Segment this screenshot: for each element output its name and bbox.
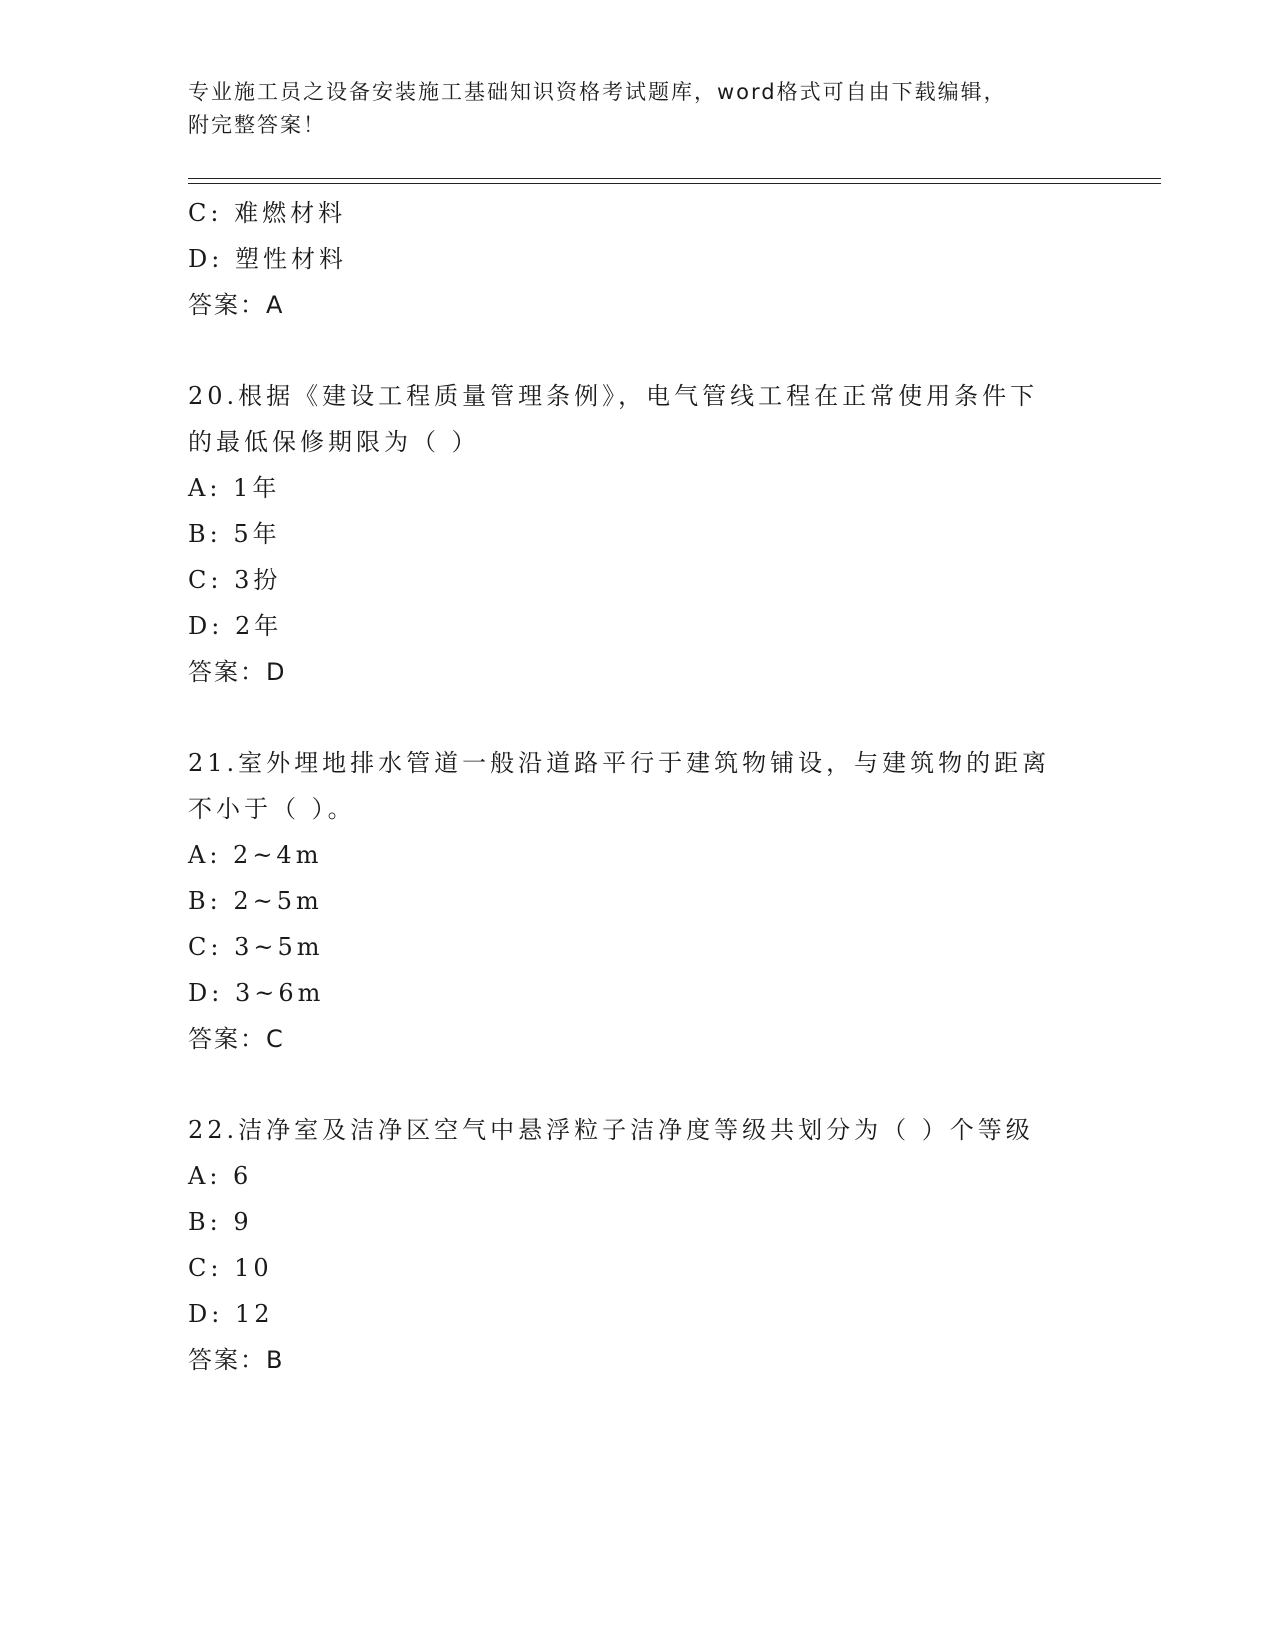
option-d: D: 2年: [188, 612, 283, 640]
spacer: [188, 695, 1088, 740]
spacer: [188, 1062, 1088, 1107]
question-21: [188, 740, 1088, 1062]
option-a: A: 6: [188, 1162, 253, 1190]
question-stem-line: 20.根据《建设工程质量管理条例》，电气管线工程在正常使用条件下: [188, 382, 1039, 410]
header-divider-bottom: [188, 183, 1161, 184]
option-b: B: 5年: [188, 520, 281, 548]
question-stem-line: 22.洁净室及洁净区空气中悬浮粒子洁净度等级共划分为（ ）个等级: [188, 1116, 1034, 1144]
option-d: D: 3~6m: [188, 979, 325, 1007]
question-stem-line: 的最低保修期限为（ ）: [188, 428, 480, 456]
header-line-2: 附完整答案！: [188, 113, 326, 137]
option-b: B: 9: [188, 1208, 253, 1236]
header-divider-top: [188, 178, 1161, 179]
option-d: D: 12: [188, 1300, 274, 1328]
question-19-tail: [188, 190, 1088, 328]
option-c: C: 3~5m: [188, 933, 324, 961]
option-d: D: 塑性材料: [188, 245, 347, 273]
question-stem-line: 21.室外埋地排水管道一般沿道路平行于建筑物铺设，与建筑物的距离: [188, 749, 1051, 777]
option-c: C: 难燃材料: [188, 199, 347, 227]
spacer: [188, 328, 1088, 373]
header-line-1: 专业施工员之设备安装施工基础知识资格考试题库，word格式可自由下载编辑，: [188, 80, 1007, 104]
option-a: A: 1年: [188, 474, 281, 502]
question-list: [188, 190, 1088, 1383]
question-20: [188, 373, 1088, 695]
option-a: A: 2~4m: [188, 841, 323, 869]
option-b: B: 2~5m: [188, 887, 323, 915]
question-22: [188, 1107, 1088, 1383]
option-c: C: 3扮: [188, 566, 282, 594]
answer-line: 答案：D: [188, 658, 287, 686]
answer-line: 答案：A: [188, 291, 285, 319]
option-c: C: 10: [188, 1254, 273, 1282]
answer-line: 答案：C: [188, 1025, 285, 1053]
document-header: [188, 76, 1088, 142]
answer-line: 答案：B: [188, 1346, 285, 1374]
question-stem-line: 不小于（ ）。: [188, 795, 356, 823]
